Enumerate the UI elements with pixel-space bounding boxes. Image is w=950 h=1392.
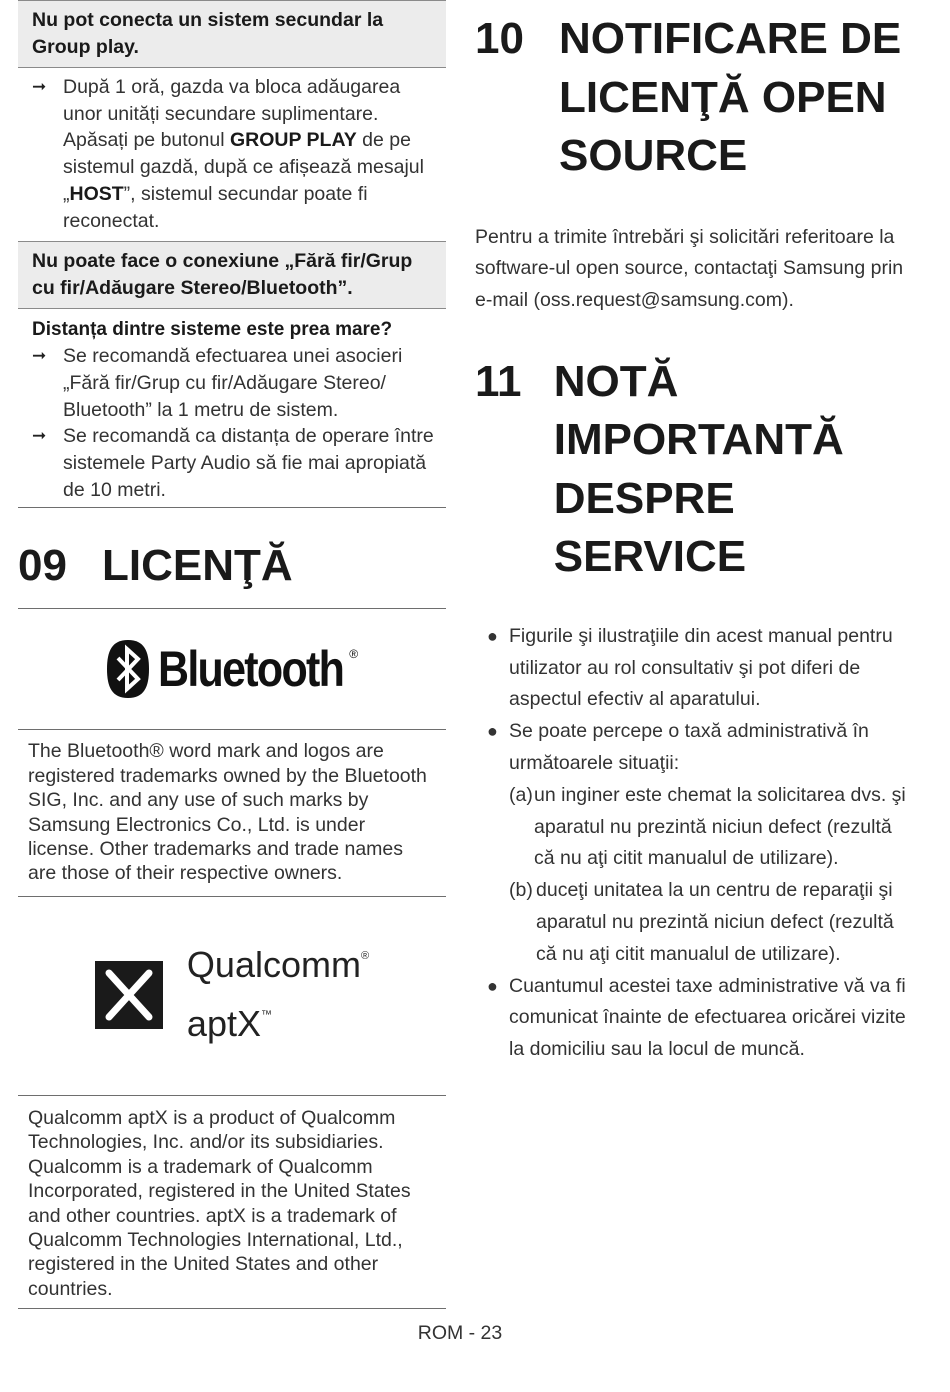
issue-subtitle-distance: Distanța dintre sisteme este prea mare?	[32, 319, 393, 341]
bluetooth-logo	[18, 609, 446, 729]
issue-connection-solutions	[18, 343, 446, 507]
bullet-icon: ●	[487, 975, 498, 996]
solution-text: Se recomandă efectuarea unei asocieri „Fără fir/Grup cu fir/Adăugare Stereo/ Bluetooth” la 1 metru de sistem.	[63, 345, 403, 421]
sub-item-label: (b)	[509, 879, 533, 902]
list-item	[32, 343, 436, 423]
qualcomm-text: Qualcomm	[186, 943, 361, 985]
issue-title-connection: Nu poate face o conexiune „Fără fir/Grup cu fir/Adăugare Stereo/Bluetooth”.	[18, 241, 446, 309]
qualcomm-aptx-logo	[18, 897, 446, 1095]
bluetooth-notice: The Bluetooth® word mark and logos are registered trademarks owned by the Bluetooth SIG, Inc. and any use of such marks by Samsung Electronics Co., Ltd. is under license. Other trademarks and trade names are those of their respective owners.	[28, 740, 427, 885]
chapter-title: NOTIFICARE DE LICENŢĂ OPEN SOURCE	[559, 14, 902, 180]
note-text: Figurile şi ilustraţiile din acest manual pentru utilizator au rol consultativ şi pot diferi de aspectul efectiv al aparatului.	[509, 624, 893, 711]
divider	[18, 1308, 446, 1309]
arrow-icon: ➞	[32, 346, 47, 366]
host-message-label: HOST	[69, 182, 124, 205]
qualcomm-wordmark	[187, 935, 369, 1053]
page-number: ROM - 23	[417, 1322, 503, 1344]
arrow-icon: ➞	[32, 77, 47, 96]
solution-text: După 1 oră, gazda va bloca adăugarea unor unități secundare suplimentare. Apăsați pe butonul GROUP PLAY de pe sistemul gazdă, după ce afișează mesajul „HOST”, sistemul secundar poate fi reconectat.	[63, 76, 424, 232]
group-play-button-label: GROUP PLAY	[229, 129, 357, 152]
note-text: Cuantumul acestei taxe administrative vă va fi comunicat înainte de efectuarea oricărei vizite la domiciliu sau la locul de muncă.	[509, 974, 906, 1061]
chapter-title: LICENŢĂ	[102, 541, 293, 591]
sub-item-label: (a)	[509, 783, 533, 806]
list-item	[475, 971, 915, 1066]
left-column	[18, 0, 446, 1309]
chapter-09-heading	[18, 540, 446, 608]
list-item	[475, 621, 915, 716]
issue-title-group-play: Nu pot conecta un sistem secundar la Group play.	[18, 0, 446, 68]
right-column	[475, 0, 915, 1066]
trademark-mark: ™	[260, 1008, 272, 1021]
open-source-notice: Pentru a trimite întrebări şi solicitări referitoare la software-ul open source, contactaţi Samsung prin e-mail (oss.request@samsung.com).	[475, 225, 904, 312]
sub-item-b	[509, 875, 915, 970]
sub-item-text: duceţi unitatea la un centru de reparaţii şi aparatul nu prezintă niciun defect (rezultă că nu aţi citit manualul de utilizare).	[536, 879, 894, 965]
chapter-number: 11	[475, 356, 522, 406]
divider	[18, 507, 446, 508]
aptx-text: aptX	[186, 1002, 261, 1044]
solution-text: Se recomandă ca distanța de operare între sistemele Party Audio să fie mai apropiată de 10 metri.	[63, 425, 434, 501]
list-item	[32, 423, 436, 503]
chapter-10-heading	[475, 10, 915, 186]
bluetooth-rune-icon	[106, 639, 150, 699]
note-text: Se poate percepe o taxă administrativă în următoarele situaţii:	[509, 720, 869, 775]
chapter-number: 10	[475, 14, 524, 63]
sub-item-a	[509, 780, 915, 875]
registered-mark: ®	[360, 949, 370, 962]
bullet-icon: ●	[487, 625, 498, 646]
issue-group-play-solutions	[18, 68, 446, 240]
bluetooth-wordmark: Bluetooth	[157, 641, 344, 698]
chapter-title: NOTĂ IMPORTANTĂ DESPRE SERVICE	[553, 356, 844, 582]
chapter-11-heading	[475, 353, 915, 587]
sub-item-text: un inginer este chemat la solicitarea dvs. şi aparatul nu prezintă niciun defect (rezultă că nu aţi citit manualul de utilizare).	[534, 783, 906, 870]
aptx-x-icon	[95, 961, 163, 1029]
list-item	[475, 716, 915, 970]
list-item	[32, 74, 436, 234]
chapter-number: 09	[18, 541, 67, 591]
bullet-icon: ●	[487, 721, 498, 742]
arrow-icon: ➞	[32, 426, 47, 446]
service-notes	[475, 621, 915, 1066]
registered-mark: ®	[349, 647, 359, 662]
qualcomm-notice: Qualcomm aptX is a product of Qualcomm Technologies, Inc. and/or its subsidiaries. Qualcomm is a trademark of Qualcomm Incorporated, registered in the United States and other countries. aptX is a trademark of Qualcomm Technologies International, Ltd., registered in the United States and other countries.	[28, 1106, 411, 1300]
